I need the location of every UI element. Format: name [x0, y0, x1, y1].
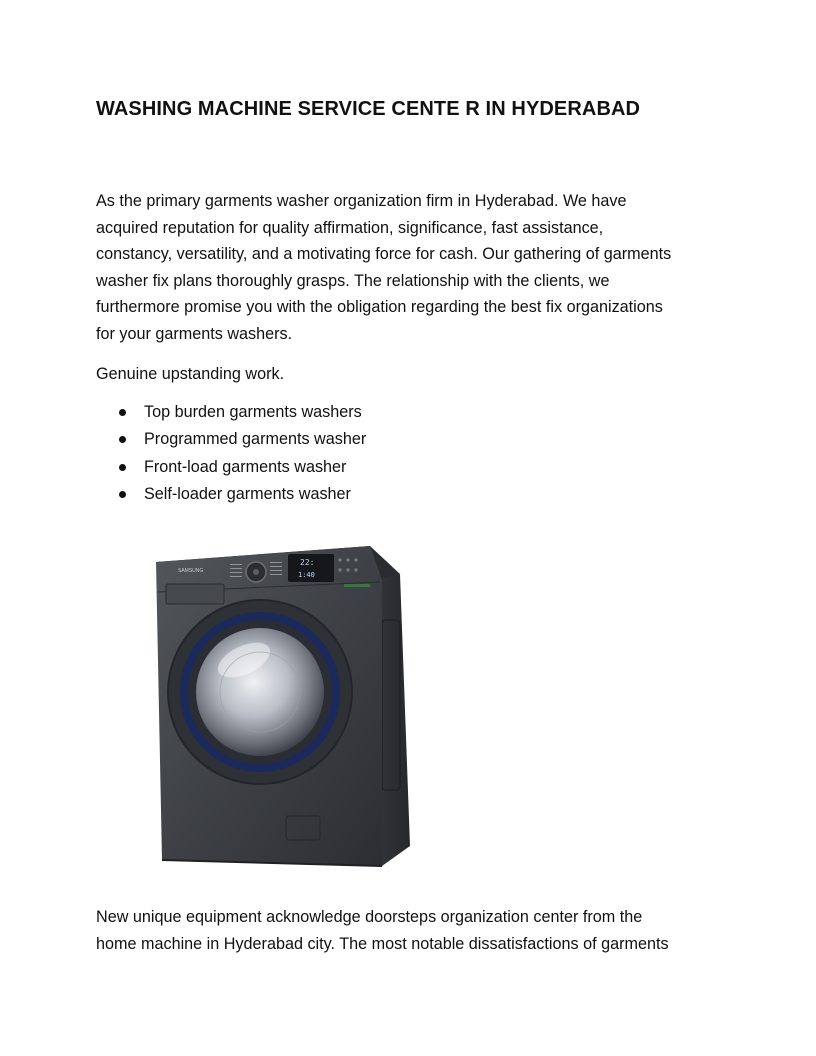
service-bullet-list [96, 399, 696, 508]
subheading-paragraph: Genuine upstanding work. [96, 365, 285, 383]
bullet-text: Front-load garments washer [144, 457, 347, 476]
bullet-icon [119, 436, 126, 443]
intro-line: acquired reputation for quality affirmation, significance, fast assistance, [96, 218, 604, 237]
bullet-icon [119, 491, 126, 498]
bullet-item [96, 454, 696, 481]
closing-paragraph [96, 904, 722, 957]
bullet-text: Self-loader garments washer [144, 484, 351, 503]
bullet-item [96, 481, 696, 508]
closing-line: New unique equipment acknowledge doorsteps organization center from the [96, 908, 643, 926]
display-time-top: 22: [300, 558, 315, 567]
washing-machine-image [148, 540, 420, 870]
intro-line: furthermore promise you with the obligation regarding the best fix organizations [96, 298, 663, 317]
detergent-drawer [166, 584, 224, 604]
bullet-item [96, 426, 696, 453]
bullet-item [96, 399, 696, 426]
closing-line: home machine in Hyderabad city. The most notable dissatisfactions of garments [96, 934, 669, 953]
intro-line: for your garments washers. [96, 324, 293, 343]
display-time-bottom: 1:40 [298, 571, 315, 579]
intro-line: constancy, versatility, and a motivating force for cash. Our gathering of garments [96, 245, 672, 264]
bullet-icon [119, 409, 126, 416]
intro-paragraph [96, 188, 722, 348]
brand-label: SAMSUNG [178, 568, 204, 574]
intro-line: As the primary garments washer organization firm in Hyderabad. We have [96, 192, 627, 210]
bullet-text: Top burden garments washers [144, 403, 362, 421]
bullet-icon [119, 464, 126, 471]
intro-line: washer fix plans thoroughly grasps. The relationship with the clients, we [96, 271, 610, 290]
bullet-text: Programmed garments washer [144, 430, 367, 449]
page-title: WASHING MACHINE SERVICE CENTE R IN HYDERABAD [96, 98, 641, 120]
